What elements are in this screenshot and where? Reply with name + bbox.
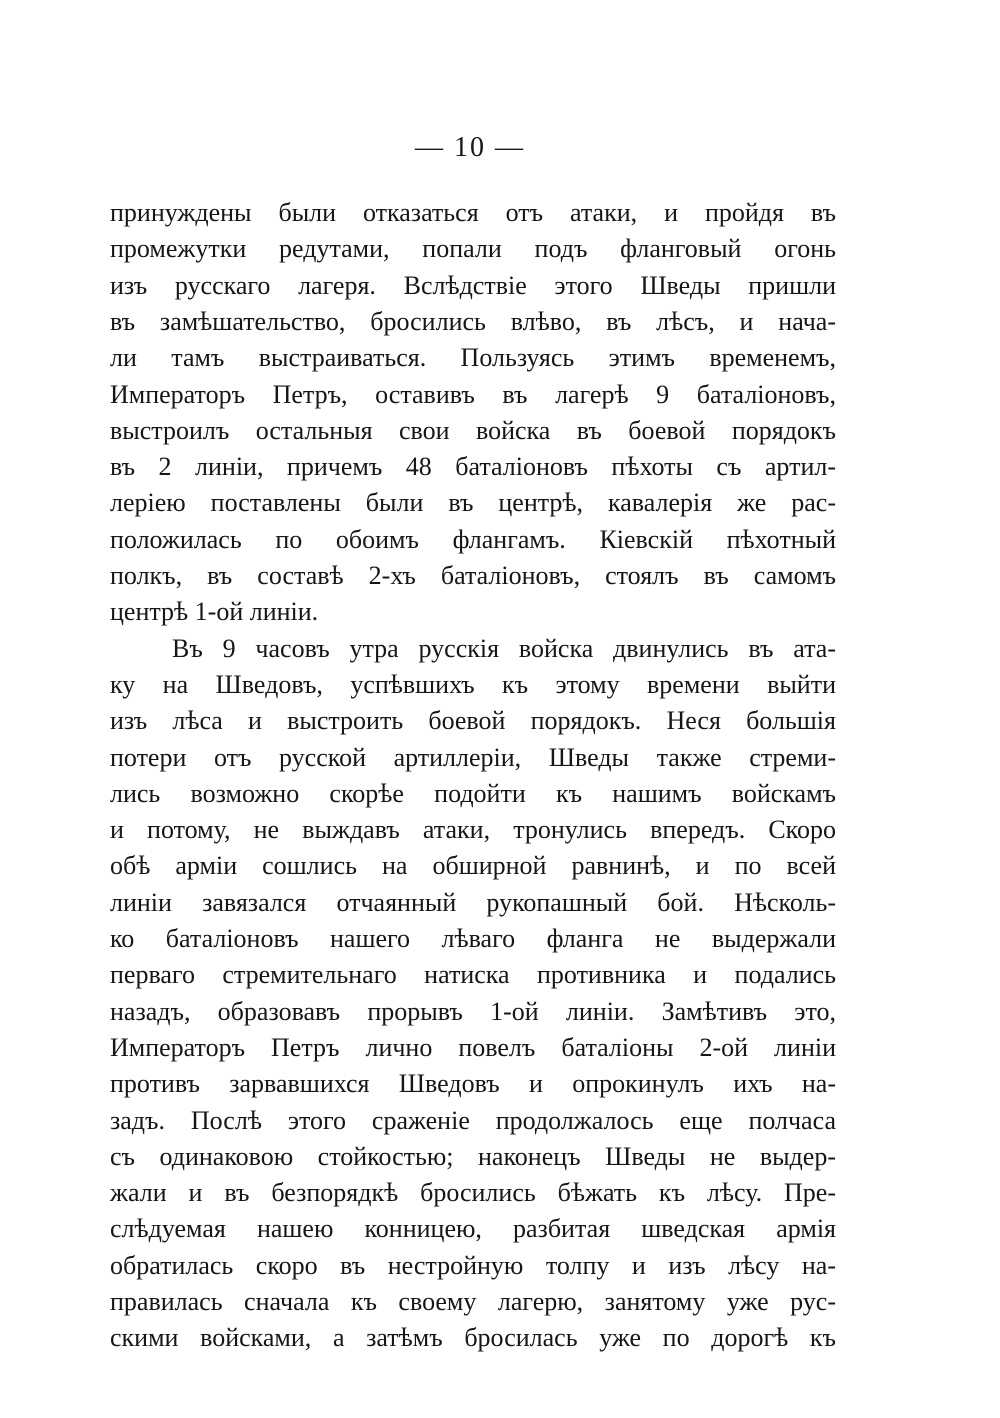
text-line: обратилась скоро въ нестройную толпу и изъ лѣсу на- <box>110 1250 836 1280</box>
text-line: принуждены были отказаться отъ атаки, и пройдя въ <box>110 198 836 227</box>
text-line: скими войсками, а затѣмъ бросилась уже по дорогѣ къ <box>110 1323 836 1353</box>
text-line: изъ русскаго лагеря. Вслѣдствіе этого Шведы пришли <box>110 270 836 300</box>
text-line: Императоръ Петръ лично повелъ баталіоны 2-ой линіи <box>110 1032 836 1062</box>
text-line: промежутки редутами, попали подъ фланговый огонь <box>110 234 836 264</box>
text-line: ли тамъ выстраиваться. Пользуясь этимъ временемъ, <box>110 343 836 373</box>
text-line: изъ лѣса и выстроить боевой порядокъ. Неся большія <box>110 706 836 736</box>
text-line: ку на Шведовъ, успѣвшихъ къ этому времени выйти <box>110 669 836 699</box>
text-line: съ одинаковою стойкостью; наконецъ Шведы не выдер- <box>110 1141 836 1171</box>
text-line: въ замѣшательство, бросились влѣво, въ лѣсъ, и нача- <box>110 306 836 336</box>
text-line: слѣдуемая нашею конницею, разбитая шведская армія <box>110 1214 836 1244</box>
text-line: задъ. Послѣ этого сраженіе продолжалось еще полчаса <box>110 1105 836 1135</box>
text-line: перваго стремительнаго натиска противника и подались <box>110 960 836 990</box>
text-line: назадъ, образовавъ прорывъ 1-ой линіи. Замѣтивъ это, <box>110 996 836 1026</box>
text-line: положилась по обоимъ флангамъ. Кіевскій пѣхотный <box>110 524 836 554</box>
text-line: жали и въ безпорядкѣ бросились бѣжать къ лѣсу. Пре- <box>110 1178 836 1208</box>
text-line: выстроилъ остальныя свои войска въ боевой порядокъ <box>110 415 836 445</box>
text-line: леріею поставлены были въ центрѣ, кавалерія же рас- <box>110 488 836 518</box>
text-line: полкъ, въ составѣ 2-хъ баталіоновъ, стоялъ въ самомъ <box>110 561 836 590</box>
page-number: — 10 — <box>415 132 525 163</box>
text-line: ко баталіоновъ нашего лѣваго фланга не выдержали <box>110 924 836 953</box>
text-line: и потому, не выждавъ атаки, тронулись впередъ. Скоро <box>110 815 836 845</box>
text-line: линіи завязался отчаянный рукопашный бой. Нѣсколь- <box>110 887 836 917</box>
text-line: обѣ арміи сошлись на обширной равнинѣ, и по всей <box>110 851 836 881</box>
text-line: центрѣ 1-ой линіи. <box>110 597 319 627</box>
text-line: потери отъ русской артиллеріи, Шведы также стреми- <box>110 742 836 772</box>
text-line: противъ зарвавшихся Шведовъ и опрокинулъ ихъ на- <box>110 1069 836 1099</box>
text-line: лись возможно скорѣе подойти къ нашимъ войскамъ <box>110 778 836 808</box>
text-line: въ 2 линіи, причемъ 48 баталіоновъ пѣхоты съ артил- <box>110 452 836 482</box>
text-line: Императоръ Петръ, оставивъ въ лагерѣ 9 баталіоновъ, <box>110 379 836 409</box>
text-line: Въ 9 часовъ утра русскія войска двинулись въ ата- <box>172 633 836 663</box>
text-line: правилась сначала къ своему лагерю, занятому уже рус- <box>110 1287 836 1316</box>
